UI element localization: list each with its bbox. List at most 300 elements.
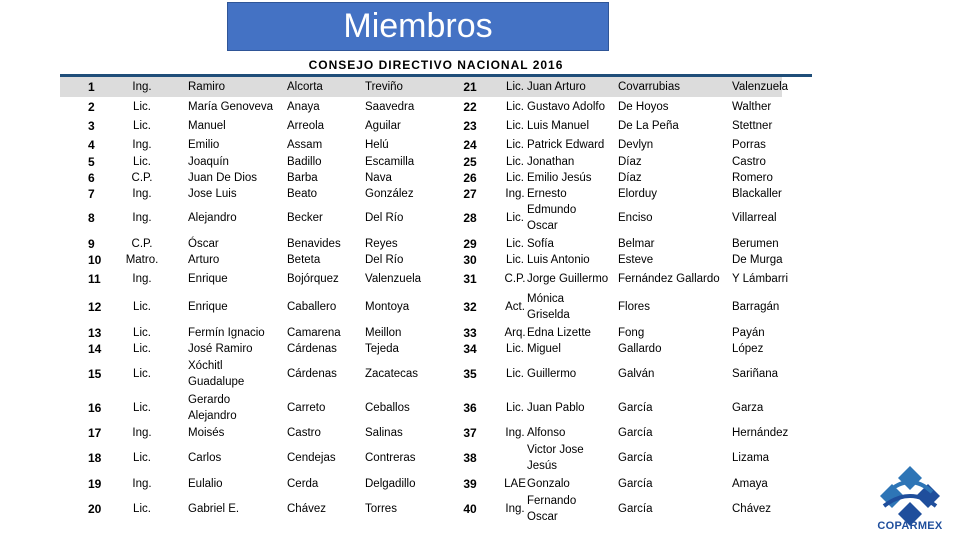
member-paternal-surname	[618, 474, 733, 493]
member-paternal-surname-text: Chávez	[287, 502, 326, 515]
member-paternal-surname-text: Carreto	[287, 401, 326, 414]
member-maternal-surname-text: Chávez	[732, 502, 771, 515]
member-name-text: Jorge Guillermo	[527, 273, 609, 285]
member-name-text: Enrique	[188, 300, 228, 313]
table-row	[60, 97, 782, 116]
member-title-text: Lic. Lic. Ing.	[505, 155, 525, 200]
member-maternal-surname-text: Valenzuela	[365, 273, 422, 285]
row-number	[60, 234, 114, 269]
row-number	[60, 77, 114, 97]
member-title-text: Lic.	[133, 100, 151, 113]
member-name-text: Juan Arturo	[527, 81, 586, 93]
member-title	[118, 289, 166, 324]
member-name	[188, 324, 286, 357]
member-title-text: Lic.	[506, 100, 524, 113]
member-paternal-surname-text: García	[618, 426, 653, 439]
member-maternal-surname-text: Del Río	[365, 211, 404, 224]
row-number-text: 23	[463, 118, 477, 133]
member-paternal-surname-text: Devlyn	[618, 138, 654, 151]
member-title	[118, 154, 166, 201]
member-name-text: Óscar Arturo	[188, 237, 220, 266]
member-maternal-surname-text: Meillon Tejeda	[365, 326, 402, 355]
row-number-text: 4	[88, 137, 95, 152]
member-maternal-surname	[732, 154, 822, 201]
member-title-text: Lic.	[133, 451, 151, 464]
member-paternal-surname-text: Enciso	[618, 211, 653, 224]
member-maternal-surname-text: Contreras	[365, 451, 416, 464]
member-maternal-surname-text: Ceballos	[365, 401, 410, 414]
member-title-text: Lic.	[506, 368, 524, 380]
member-name	[188, 424, 286, 441]
row-number-text: 38	[463, 450, 477, 465]
row-number-text: 20	[88, 501, 102, 516]
member-paternal-surname-text: Cendejas	[287, 451, 336, 464]
member-title-text: Ing.	[132, 211, 152, 224]
member-paternal-surname-text: García	[618, 502, 653, 515]
row-number	[60, 135, 114, 154]
table-row	[60, 77, 789, 97]
member-name	[188, 135, 286, 154]
row-number-text: 21	[463, 80, 477, 94]
member-name	[527, 135, 620, 154]
row-number	[60, 289, 114, 324]
member-name-text: Luis Manuel	[527, 119, 590, 132]
member-maternal-surname-text: Castro Romero Blackaller	[732, 155, 782, 200]
member-title-text: Lic.	[506, 119, 524, 132]
member-maternal-surname-text: Lizama	[732, 451, 770, 464]
member-title-text: Lic.	[506, 81, 524, 93]
row-number-text: 5 6 7	[88, 154, 95, 201]
member-paternal-surname-text: Cerda	[287, 477, 319, 490]
row-number-text: 29 30	[463, 236, 477, 267]
member-maternal-surname	[732, 201, 822, 234]
member-name	[188, 116, 286, 135]
member-name	[527, 154, 620, 201]
page-subtitle: CONSEJO DIRECTIVO NACIONAL 2016	[308, 58, 564, 72]
member-paternal-surname	[287, 424, 365, 441]
member-maternal-surname	[365, 269, 445, 289]
member-title-text: Lic.	[506, 211, 524, 224]
member-paternal-surname	[618, 97, 733, 116]
member-paternal-surname	[287, 324, 365, 357]
member-paternal-surname	[287, 135, 365, 154]
row-number	[60, 493, 114, 524]
member-name	[527, 201, 620, 234]
member-title	[118, 201, 166, 234]
member-title-text: Arq. Lic.	[504, 326, 526, 355]
member-title-text: Ing.	[132, 81, 152, 93]
member-title-text: Lic.	[506, 401, 524, 414]
member-name-text: Enrique	[188, 273, 228, 285]
member-maternal-surname-text: Torres	[365, 502, 397, 515]
member-maternal-surname-text: Valenzuela	[732, 81, 789, 93]
member-paternal-surname	[287, 357, 365, 391]
member-paternal-surname	[287, 154, 365, 201]
member-maternal-surname-text: Zacatecas	[365, 368, 419, 380]
member-name	[527, 234, 620, 269]
member-title	[118, 493, 166, 524]
row-number-text: 24	[463, 137, 477, 152]
member-title	[118, 324, 166, 357]
row-number	[60, 324, 114, 357]
member-maternal-surname-text: Walther	[732, 100, 772, 113]
member-name-text: Victor Jose Jesús	[527, 443, 584, 472]
row-number-text: 13 14	[88, 325, 102, 356]
member-name	[188, 234, 286, 269]
member-maternal-surname	[365, 77, 445, 97]
member-maternal-surname	[732, 324, 822, 357]
member-maternal-surname	[732, 289, 822, 324]
member-title-text: Ing.	[132, 477, 152, 490]
member-paternal-surname-text: Benavides Beteta	[287, 237, 341, 266]
table-row	[60, 289, 782, 324]
row-number	[60, 97, 114, 116]
member-title	[118, 269, 166, 289]
member-paternal-surname-text: Camarena Cárdenas	[287, 326, 341, 355]
member-name	[188, 154, 286, 201]
member-title-text: Lic.	[506, 138, 524, 151]
member-maternal-surname	[365, 289, 445, 324]
member-title-text: Ing.	[505, 426, 525, 439]
table-row	[60, 201, 782, 234]
member-title	[118, 234, 166, 269]
member-paternal-surname-text: Fong Gallardo	[618, 326, 662, 355]
member-paternal-surname-text: Flores	[618, 300, 650, 313]
row-number	[60, 474, 114, 493]
member-title-text: Ing.	[132, 138, 152, 151]
member-paternal-surname	[287, 493, 365, 524]
member-paternal-surname	[287, 97, 365, 116]
member-maternal-surname	[732, 234, 822, 269]
row-number-text: 25 26 27	[463, 154, 477, 201]
member-name-text: Patrick Edward	[527, 138, 605, 151]
member-title-text: Ing.	[505, 502, 525, 515]
row-number-text: 9 10	[88, 236, 102, 267]
table-row	[60, 441, 782, 474]
member-name-text: María Genoveva	[188, 100, 274, 113]
member-name-text: Ramiro	[188, 81, 226, 93]
member-maternal-surname	[732, 97, 822, 116]
member-paternal-surname-text: Badillo Barba Beato	[287, 155, 322, 200]
row-number	[60, 269, 114, 289]
member-maternal-surname	[365, 201, 445, 234]
member-maternal-surname-text: Porras	[732, 138, 766, 151]
row-number-text: 28	[463, 210, 477, 225]
member-name-text: Alejandro	[188, 211, 237, 224]
member-title	[118, 97, 166, 116]
member-title-text: Ing.	[132, 426, 152, 439]
row-number-text: 32	[463, 299, 477, 314]
member-paternal-surname	[618, 154, 733, 201]
member-maternal-surname-text: Salinas	[365, 426, 403, 439]
member-maternal-surname-text: Treviño	[365, 81, 403, 93]
row-number-text: 19	[88, 476, 102, 491]
member-paternal-surname	[287, 474, 365, 493]
member-name-text: Sofía Luis Antonio	[527, 237, 590, 266]
member-maternal-surname-text: Stettner	[732, 119, 773, 132]
member-paternal-surname-text: García	[618, 477, 653, 490]
member-paternal-surname-text: De Hoyos	[618, 100, 669, 113]
row-number	[60, 357, 114, 391]
member-paternal-surname	[618, 424, 733, 441]
member-maternal-surname	[732, 424, 822, 441]
member-name	[188, 441, 286, 474]
member-maternal-surname-text: Barragán	[732, 300, 780, 313]
member-paternal-surname	[618, 201, 733, 234]
member-paternal-surname-text: Belmar Esteve	[618, 237, 655, 266]
member-name	[527, 116, 620, 135]
member-maternal-surname	[732, 441, 822, 474]
member-name-text: Moisés	[188, 426, 225, 439]
member-name	[188, 97, 286, 116]
member-name	[527, 424, 620, 441]
member-name-text: Edna Lizette Miguel	[527, 326, 591, 355]
member-maternal-surname	[732, 493, 822, 524]
member-name	[188, 77, 286, 97]
member-title-text: Lic. Lic.	[506, 237, 524, 266]
member-maternal-surname	[365, 424, 445, 441]
member-title	[118, 474, 166, 493]
row-number	[60, 441, 114, 474]
member-paternal-surname-text: Assam	[287, 138, 323, 151]
member-name-text: Mónica Griselda	[527, 292, 570, 321]
member-name-text: Juan Pablo	[527, 401, 585, 414]
row-number	[60, 154, 114, 201]
member-maternal-surname-text: Sariñana	[732, 368, 779, 380]
member-maternal-surname-text: Saavedra	[365, 100, 415, 113]
member-name-text: Carlos	[188, 451, 222, 464]
member-name	[188, 289, 286, 324]
member-maternal-surname	[732, 269, 822, 289]
table-row	[60, 324, 782, 357]
member-title-text: Lic.	[133, 502, 151, 515]
table-row	[60, 493, 782, 524]
member-paternal-surname-text: Becker	[287, 211, 323, 224]
member-paternal-surname	[618, 441, 733, 474]
member-title-text: Lic.	[133, 401, 151, 414]
member-maternal-surname	[365, 441, 445, 474]
member-name	[188, 357, 286, 391]
member-paternal-surname-text: Covarrubias	[618, 81, 680, 93]
member-paternal-surname	[287, 441, 365, 474]
table-row	[60, 234, 782, 269]
row-number-text: 37	[463, 425, 477, 440]
member-name	[188, 269, 286, 289]
member-name-text: Manuel	[188, 119, 226, 132]
member-name	[527, 493, 620, 524]
member-paternal-surname	[618, 391, 733, 424]
row-number-text: 22	[463, 99, 477, 114]
page-title: Miembros	[227, 2, 609, 51]
table-row	[60, 474, 782, 493]
member-paternal-surname-text: Anaya	[287, 100, 320, 113]
member-paternal-surname-text: Arreola	[287, 119, 325, 132]
member-name	[188, 201, 286, 234]
member-paternal-surname-text: Alcorta	[287, 81, 323, 93]
member-maternal-surname-text: Villarreal	[732, 211, 777, 224]
member-paternal-surname-text: Bojórquez	[287, 273, 339, 285]
member-name-text: Xóchitl Guadalupe	[188, 360, 245, 388]
member-title-text: C.P. Matro.	[125, 237, 159, 266]
member-maternal-surname-text: Escamilla Nava González	[365, 155, 415, 200]
member-paternal-surname	[287, 234, 365, 269]
member-maternal-surname-text: Payán López	[732, 326, 765, 355]
member-maternal-surname	[732, 135, 822, 154]
row-number	[60, 391, 114, 424]
row-number-text: 36	[463, 400, 477, 415]
row-number-text: 12	[88, 299, 102, 314]
member-name-text: Eulalio	[188, 477, 223, 490]
member-name	[527, 97, 620, 116]
member-name	[527, 289, 620, 324]
table-row	[60, 269, 789, 289]
member-title	[118, 357, 166, 391]
member-title-text: Lic.	[133, 368, 151, 380]
row-number	[60, 424, 114, 441]
row-number-text: 40	[463, 501, 477, 516]
member-paternal-surname	[618, 77, 733, 97]
member-maternal-surname-text: Amaya	[732, 477, 768, 490]
member-name-text: Gerardo Alejandro	[188, 393, 237, 422]
member-name-text: Guillermo	[527, 368, 577, 380]
row-number-text: 3	[88, 118, 95, 133]
member-paternal-surname	[287, 201, 365, 234]
member-name	[527, 357, 620, 391]
member-title-text: Lic. Lic.	[133, 326, 151, 355]
member-title	[118, 135, 166, 154]
member-maternal-surname-text: Hernández	[732, 426, 789, 439]
member-paternal-surname-text: Castro	[287, 426, 321, 439]
row-number-text: 16	[88, 400, 102, 415]
row-number-text: 8	[88, 210, 95, 225]
member-maternal-surname	[732, 77, 822, 97]
member-paternal-surname	[287, 391, 365, 424]
member-maternal-surname-text: Delgadillo	[365, 477, 416, 490]
member-paternal-surname	[287, 116, 365, 135]
member-name-text: Edmundo Oscar	[527, 203, 577, 232]
member-maternal-surname	[365, 357, 445, 391]
member-maternal-surname	[732, 357, 822, 391]
member-name-text: Jonathan Emilio Jesús Ernesto	[527, 155, 592, 200]
row-number-text: 11	[88, 272, 101, 286]
row-number-text: 2	[88, 99, 95, 114]
member-paternal-surname	[618, 234, 733, 269]
member-maternal-surname-text: Montoya	[365, 300, 410, 313]
member-title-text: C.P.	[504, 273, 526, 285]
row-number-text: 18	[88, 450, 102, 465]
member-maternal-surname-text: Reyes Del Río	[365, 237, 404, 266]
member-maternal-surname-text: Helú	[365, 138, 389, 151]
member-maternal-surname	[365, 154, 445, 201]
member-paternal-surname	[618, 493, 733, 524]
member-name-text: Emilio	[188, 138, 220, 151]
members-table	[60, 77, 789, 524]
member-maternal-surname-text: Garza	[732, 401, 764, 414]
member-paternal-surname-text: Díaz Díaz Elorduy	[618, 155, 657, 200]
member-maternal-surname-text: Berumen De Murga	[732, 237, 783, 266]
member-title-text: LAE	[504, 477, 526, 490]
member-title-text: Lic.	[133, 300, 151, 313]
member-name	[527, 269, 620, 289]
member-maternal-surname	[365, 97, 445, 116]
row-number-text: 39	[463, 476, 477, 491]
member-maternal-surname	[365, 135, 445, 154]
table-row	[60, 135, 782, 154]
member-title	[118, 116, 166, 135]
member-title-text: Lic. C.P. Ing.	[131, 155, 153, 200]
member-title	[118, 441, 166, 474]
member-maternal-surname-text: Aguilar	[365, 119, 401, 132]
member-maternal-surname	[365, 474, 445, 493]
member-paternal-surname-text: Caballero	[287, 300, 337, 313]
row-number-text: 1	[88, 80, 95, 94]
member-paternal-surname-text: Galván	[618, 368, 655, 380]
member-paternal-surname	[618, 135, 733, 154]
member-paternal-surname-text: Cárdenas	[287, 368, 337, 380]
row-number-text: 35	[463, 367, 477, 381]
member-paternal-surname-text: García	[618, 451, 653, 464]
row-number-text: 31	[463, 272, 477, 286]
member-paternal-surname	[618, 357, 733, 391]
member-maternal-surname-text: Y Lámbarri	[732, 273, 789, 285]
row-number-text: 15	[88, 367, 102, 381]
member-name	[188, 474, 286, 493]
row-number	[60, 116, 114, 135]
member-name-text: Joaquín Juan De Dios Jose Luis	[188, 155, 258, 200]
member-name	[527, 391, 620, 424]
member-name-text: Gabriel E.	[188, 502, 240, 515]
table-row	[60, 154, 782, 201]
member-name-text: Gustavo Adolfo	[527, 100, 605, 113]
member-title	[118, 77, 166, 97]
member-title-text: Act.	[505, 300, 525, 313]
member-name	[527, 474, 620, 493]
member-paternal-surname	[287, 289, 365, 324]
table-row	[60, 357, 782, 391]
member-maternal-surname	[365, 234, 445, 269]
member-paternal-surname	[618, 289, 733, 324]
coparmex-logo-text: COPARMEX	[877, 520, 943, 532]
member-name	[527, 324, 620, 357]
member-paternal-surname-text: Fernández Gallardo	[618, 273, 720, 285]
member-maternal-surname	[732, 116, 822, 135]
member-paternal-surname	[287, 77, 365, 97]
member-name	[188, 391, 286, 424]
member-paternal-surname-text: De La Peña	[618, 119, 679, 132]
table-row	[60, 116, 782, 135]
member-name-text: Fernando Oscar	[527, 494, 577, 523]
member-maternal-surname	[732, 474, 822, 493]
row-number-text: 17	[88, 425, 102, 440]
member-paternal-surname	[618, 269, 733, 289]
member-name	[527, 77, 620, 97]
member-name	[527, 441, 620, 474]
member-maternal-surname	[365, 324, 445, 357]
member-name-text: Fermín Ignacio José Ramiro	[188, 326, 265, 355]
member-title	[118, 391, 166, 424]
member-maternal-surname	[365, 116, 445, 135]
member-maternal-surname	[732, 391, 822, 424]
member-paternal-surname	[618, 324, 733, 357]
member-paternal-surname	[618, 116, 733, 135]
member-paternal-surname	[287, 269, 365, 289]
member-name-text: Gonzalo	[527, 477, 570, 490]
member-maternal-surname	[365, 493, 445, 524]
row-number-text: 33 34	[463, 325, 477, 356]
member-title	[118, 424, 166, 441]
member-name	[188, 493, 286, 524]
member-paternal-surname-text: García	[618, 401, 653, 414]
